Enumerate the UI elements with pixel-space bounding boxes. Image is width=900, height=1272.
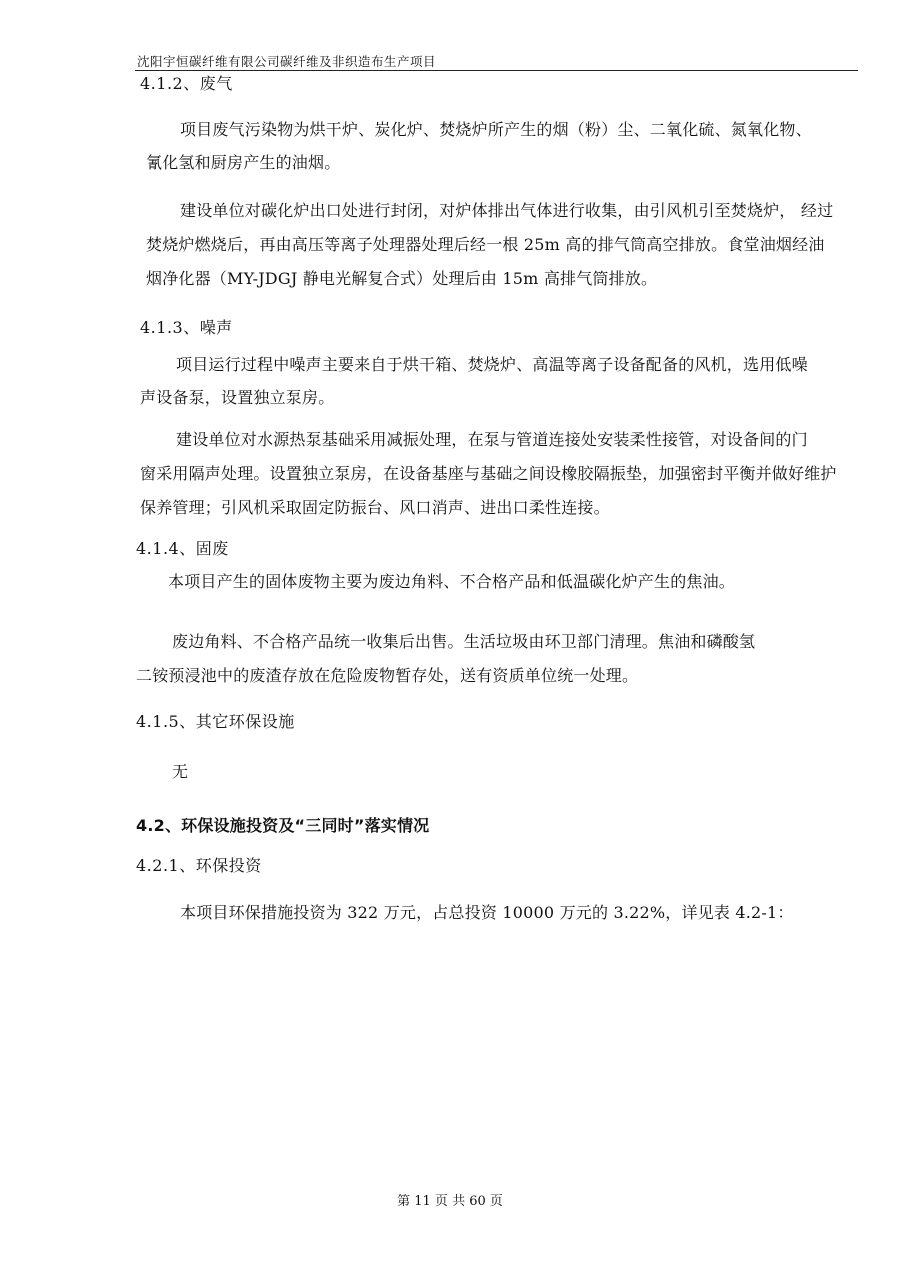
paragraph-line: 氰化氢和厨房产生的油烟。 [146,153,341,172]
section-heading-4-1-2: 4.1.2、废气 [140,74,233,93]
section-heading-4-1-3: 4.1.3、噪声 [140,318,233,337]
paragraph-line: 无 [172,762,189,781]
paragraph-line: 保养管理；引风机采取固定防振台、风口消声、进出口柔性连接。 [140,498,610,517]
paragraph-line: 烟净化器（MY-JDGJ 静电光解复合式）处理后由 15m 高排气筒排放。 [146,269,658,288]
section-heading-4-2-1: 4.2.1、环保投资 [136,856,262,875]
section-heading-4-2: 4.2、环保设施投资及“三同时”落实情况 [136,816,430,835]
header-divider [135,70,858,71]
paragraph-line: 本项目产生的固体废物主要为废边角料、不合格产品和低温碳化炉产生的焦油。 [168,572,736,591]
paragraph-line: 项目废气污染物为烘干炉、炭化炉、焚烧炉所产生的烟（粉）尘、二氧化硫、氮氧化物、 [180,120,812,139]
section-heading-4-1-5: 4.1.5、其它环保设施 [136,712,295,731]
paragraph-line: 建设单位对水源热泵基础采用减振处理，在泵与管道连接处安装柔性接管，对设备间的门 [176,430,808,449]
paragraph-line: 本项目环保措施投资为 322 万元，占总投资 10000 万元的 3.22%，详见表 4.2-1： [180,903,794,922]
paragraph-line: 窗采用隔声处理。设置独立泵房，在设备基座与基础之间设橡胶隔振垫，加强密封平衡并做好维护 [140,464,837,483]
paragraph-line: 焚烧炉燃烧后，再由高压等离子处理器处理后经一根 25m 高的排气筒高空排放。食堂油烟经油 [146,235,825,254]
header-title: 沈阳宇恒碳纤维有限公司碳纤维及非织造布生产项目 [137,54,437,69]
paragraph-line: 建设单位对碳化炉出口处进行封闭，对炉体排出气体进行收集，由引风机引至焚烧炉， 经过 [180,201,834,220]
paragraph-line: 废边角料、不合格产品统一收集后出售。生活垃圾由环卫部门清理。焦油和磷酸氢 [172,632,756,651]
page-number: 第 11 页 共 60 页 [397,1194,503,1209]
paragraph-line: 项目运行过程中噪声主要来自于烘干箱、焚烧炉、高温等离子设备配备的风机，选用低噪 [176,355,808,374]
paragraph-line: 声设备泵，设置独立泵房。 [140,388,335,407]
section-heading-4-1-4: 4.1.4、固废 [136,539,229,558]
paragraph-line: 二铵预浸池中的废渣存放在危险废物暂存处，送有资质单位统一处理。 [136,666,639,685]
